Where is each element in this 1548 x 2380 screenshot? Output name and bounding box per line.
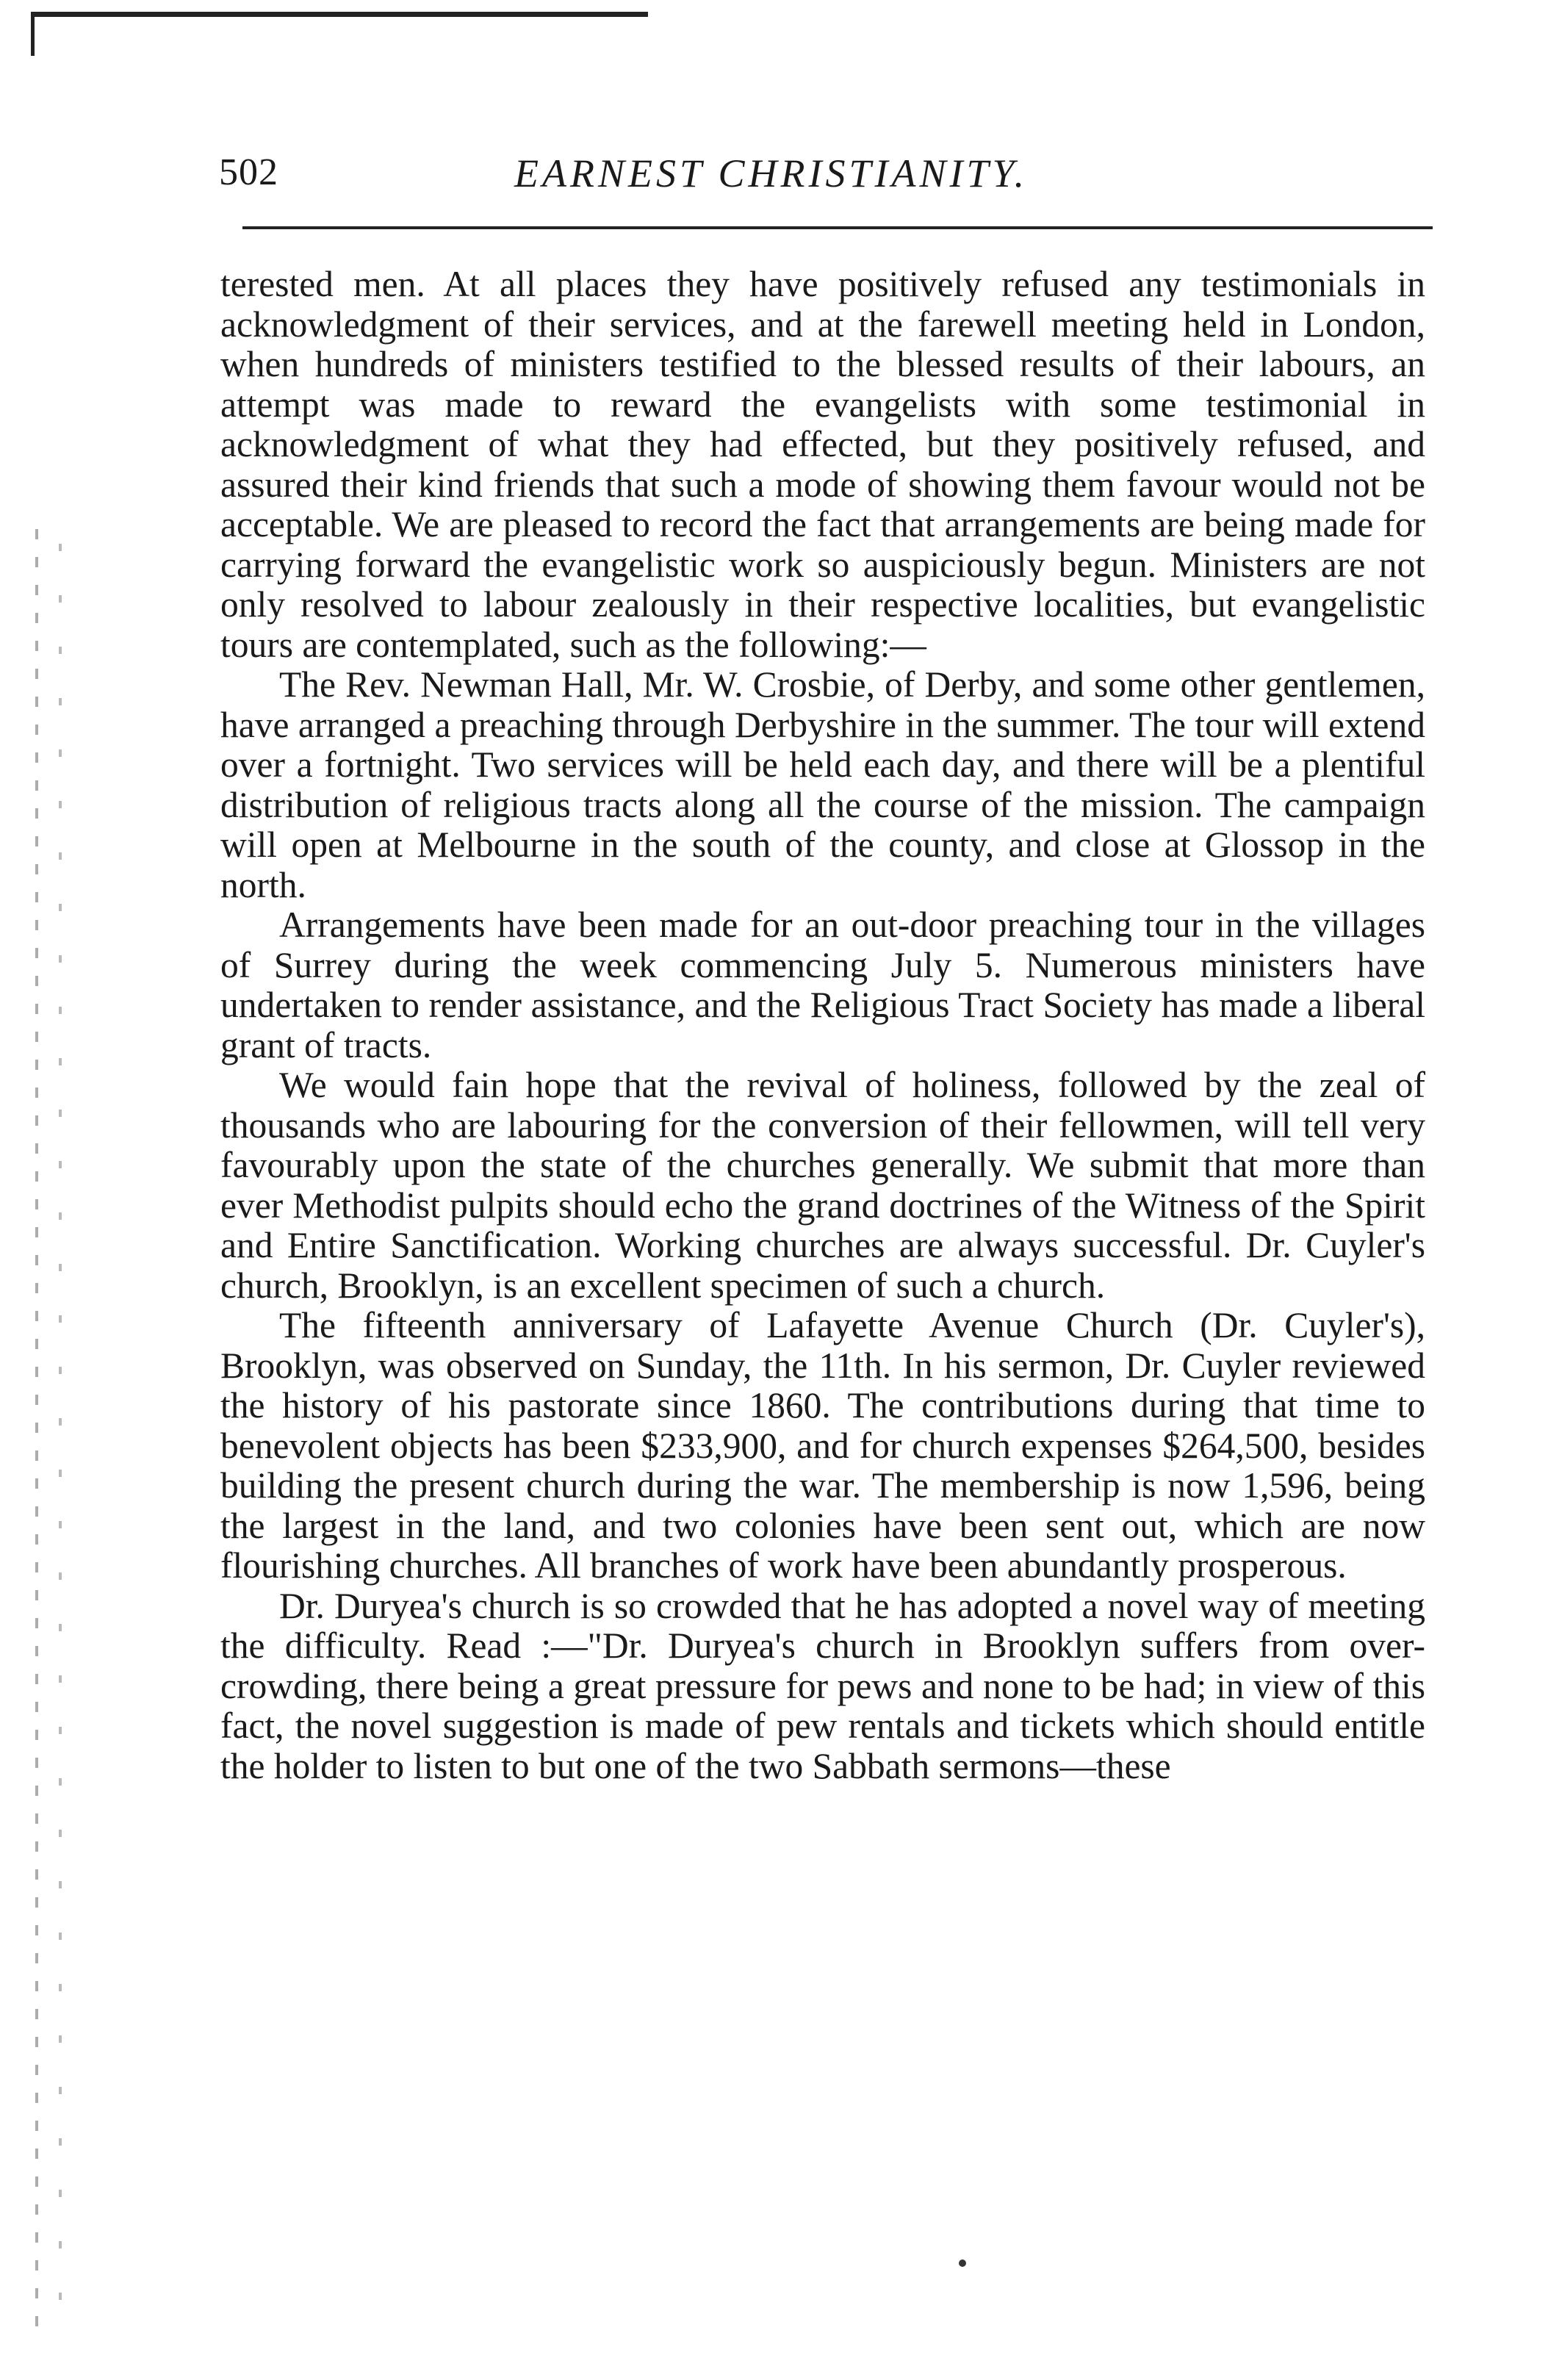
scan-border-left [31, 12, 35, 56]
body-text [220, 265, 1425, 1786]
paragraph-2: The Rev. Newman Hall, Mr. W. Crosbie, of Derby, and some other gentlemen, have arranged a preaching through Derbyshire in the summer. The tour will extend over a fortnight. Two services will be held each day, and there will be a plentiful distribution of religious tracts along all the course of the mission. The campaign will open at Melbourne in the south of the county, and close at Glossop in the north. [220, 664, 1425, 905]
paragraph-3: Arrangements have been made for an out-door preaching tour in the villages of Surrey during the week commencing July 5. Numerous ministers have undertaken to render assistance, and the Religious Tract Society has made a liberal grant of tracts. [220, 905, 1425, 1065]
paragraph-6: Dr. Duryea's church is so crowded that he has adopted a novel way of meeting the difficulty. Read :—"Dr. Duryea's church in Brooklyn suffers from over-crowding, there being a great pressure for pews and none to be had; in view of this fact, the novel suggestion is made of pew rentals and tickets which should entitle the holder to listen to but one of the two Sabbath sermons—these [220, 1585, 1425, 1786]
page-header [219, 151, 1431, 209]
paragraph-5: The fifteenth anniversary of Lafayette Avenue Church (Dr. Cuyler's), Brooklyn, was observed on Sunday, the 11th. In his sermon, Dr. Cuyler reviewed the history of his pastorate since 1860. The contributions during that time to benevolent objects has been $233,900, and for church expenses $264,500, besides building the present church during the war. The membership is now 1,596, being the largest in the land, and two colonies have been sent out, which are now flourishing churches. All branches of work have been abundantly prosperous. [220, 1305, 1425, 1586]
paragraph-4: We would fain hope that the revival of holiness, followed by the zeal of thousands who are labouring for the conversion of their fellowmen, will tell very favourably upon the state of the churches generally. We submit that more than ever Methodist pulpits should echo the grand doctrines of the Witness of the Spirit and Entire Sanctification. Working churches are always successful. Dr. Cuyler's church, Brooklyn, is an excellent specimen of such a church. [220, 1065, 1425, 1306]
binding-gutter-marks [29, 529, 73, 2337]
footer-mark [959, 2259, 966, 2267]
header-rule [242, 226, 1433, 229]
paragraph-1: terested men. At all places they have positively refused any testimonials in acknowledgment of their services, and at the farewell meeting held in London, when hundreds of ministers testified to the blessed results of their labours, an attempt was made to reward the evangelists with some testimonial in acknowledgment of what they had effected, but they positively refused, and assured their kind friends that such a mode of showing them favour would not be acceptable. We are pleased to record the fact that arrangements are being made for carrying forward the evangelistic work so auspiciously begun. Ministers are not only resolved to labour zealously in their respective localities, but evangelistic tours are contemplated, such as the following:— [220, 264, 1425, 665]
running-title: EARNEST CHRISTIANITY. [514, 151, 1029, 195]
scan-border-top [31, 12, 648, 17]
page-number: 502 [219, 151, 278, 193]
